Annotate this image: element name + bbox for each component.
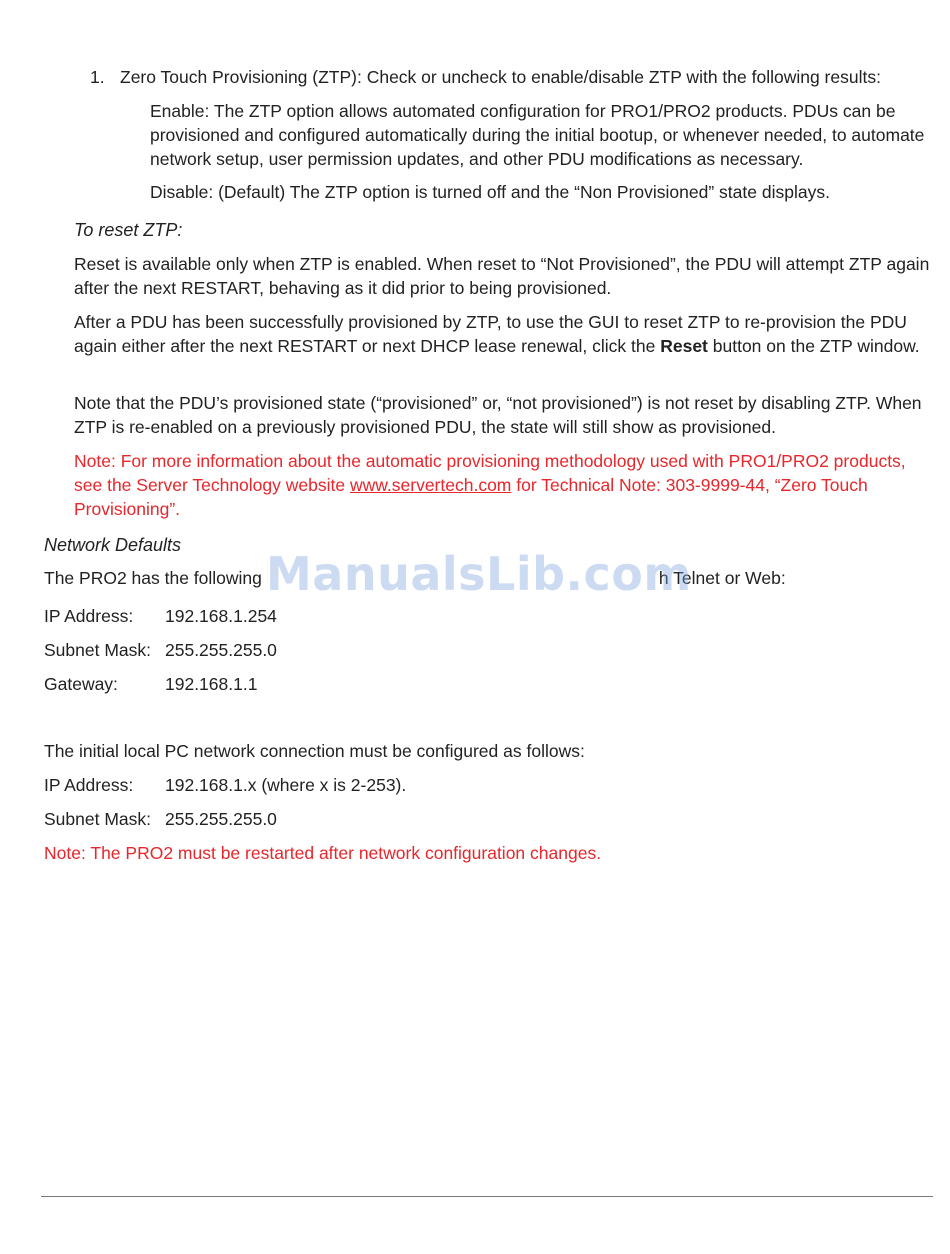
network-defaults-heading: Network Defaults <box>44 535 182 555</box>
network-defaults-intro-end: h Telnet or Web: <box>658 568 786 588</box>
default-ip-row <box>44 604 934 628</box>
network-defaults-intro-start: The PRO2 has the following <box>44 568 262 588</box>
reset-ztp-heading: To reset ZTP: <box>74 220 183 240</box>
default-subnet-value: 255.255.255.0 <box>165 640 277 660</box>
reset-paragraph-2 <box>74 310 934 358</box>
reset-paragraph-1: Reset is available only when ZTP is enabled. When reset to “Not Provisioned”, the PDU will attempt ZTP again after the next RESTART, behaving as it did prior to being provisioned. <box>74 254 930 298</box>
local-ip-value: 192.168.1.x (where x is 2-253). <box>165 775 407 795</box>
local-subnet-row <box>44 807 934 831</box>
local-ip-label: IP Address: <box>44 775 134 795</box>
ztp-note <box>74 449 934 521</box>
reset-paragraph-3: Note that the PDU’s provisioned state (“provisioned” or, “not provisioned”) is not reset by disabling ZTP. When ZTP is re-enabled on a previously provisioned PDU, the state will still show as provisioned. <box>74 393 922 437</box>
ztp-list-item <box>90 65 940 89</box>
restart-note-text: The PRO2 must be restarted after network configuration changes. <box>85 843 602 863</box>
reset-button-reference: Reset <box>660 336 708 356</box>
default-ip-label: IP Address: <box>44 606 134 626</box>
local-subnet-value: 255.255.255.0 <box>165 809 277 829</box>
note-label: Note: <box>74 451 116 471</box>
local-pc-intro: The initial local PC network connection must be configured as follows: <box>44 741 585 761</box>
ztp-enable-description: Enable: The ZTP option allows automated configuration for PRO1/PRO2 products. PDUs can be provisioned and configured automatically during the initial bootup, or whenever needed, to automate network setup, user permission updates, and other PDU modifications as necessary. <box>150 101 925 169</box>
manualslib-watermark: ManualsLib.com <box>266 547 692 601</box>
local-ip-row <box>44 773 934 797</box>
note-text-start: For more information about the automatic provisioning methodology used with PRO1/PRO2 products, see the Server Technology website <box>74 451 906 495</box>
default-gateway-value: 192.168.1.1 <box>165 674 258 694</box>
note-text-end: for Technical Note: 303-9999-44, “Zero Touch Provisioning”. <box>74 475 868 519</box>
footer-divider <box>41 1196 933 1197</box>
default-gateway-label: Gateway: <box>44 674 118 694</box>
local-subnet-label: Subnet Mask: <box>44 809 151 829</box>
restart-note <box>44 841 934 865</box>
reset-paragraph-2-start: After a PDU has been successfully provisioned by ZTP, to use the GUI to reset ZTP to re-provision the PDU again either after the next RESTART or next DHCP lease renewal, click the <box>74 312 907 356</box>
restart-note-label: Note: <box>44 843 86 863</box>
default-subnet-row <box>44 638 934 662</box>
default-gateway-row <box>44 672 934 696</box>
servertech-link[interactable]: www.servertech.com <box>349 475 512 495</box>
ztp-item-text: Zero Touch Provisioning (ZTP): Check or uncheck to enable/disable ZTP with the following results: <box>120 67 881 87</box>
default-ip-value: 192.168.1.254 <box>165 606 277 626</box>
ztp-disable-description: Disable: (Default) The ZTP option is turned off and the “Non Provisioned” state displays. <box>150 182 830 202</box>
default-subnet-label: Subnet Mask: <box>44 640 151 660</box>
list-number: 1. <box>90 67 105 87</box>
reset-paragraph-2-end: button on the ZTP window. <box>707 336 920 356</box>
